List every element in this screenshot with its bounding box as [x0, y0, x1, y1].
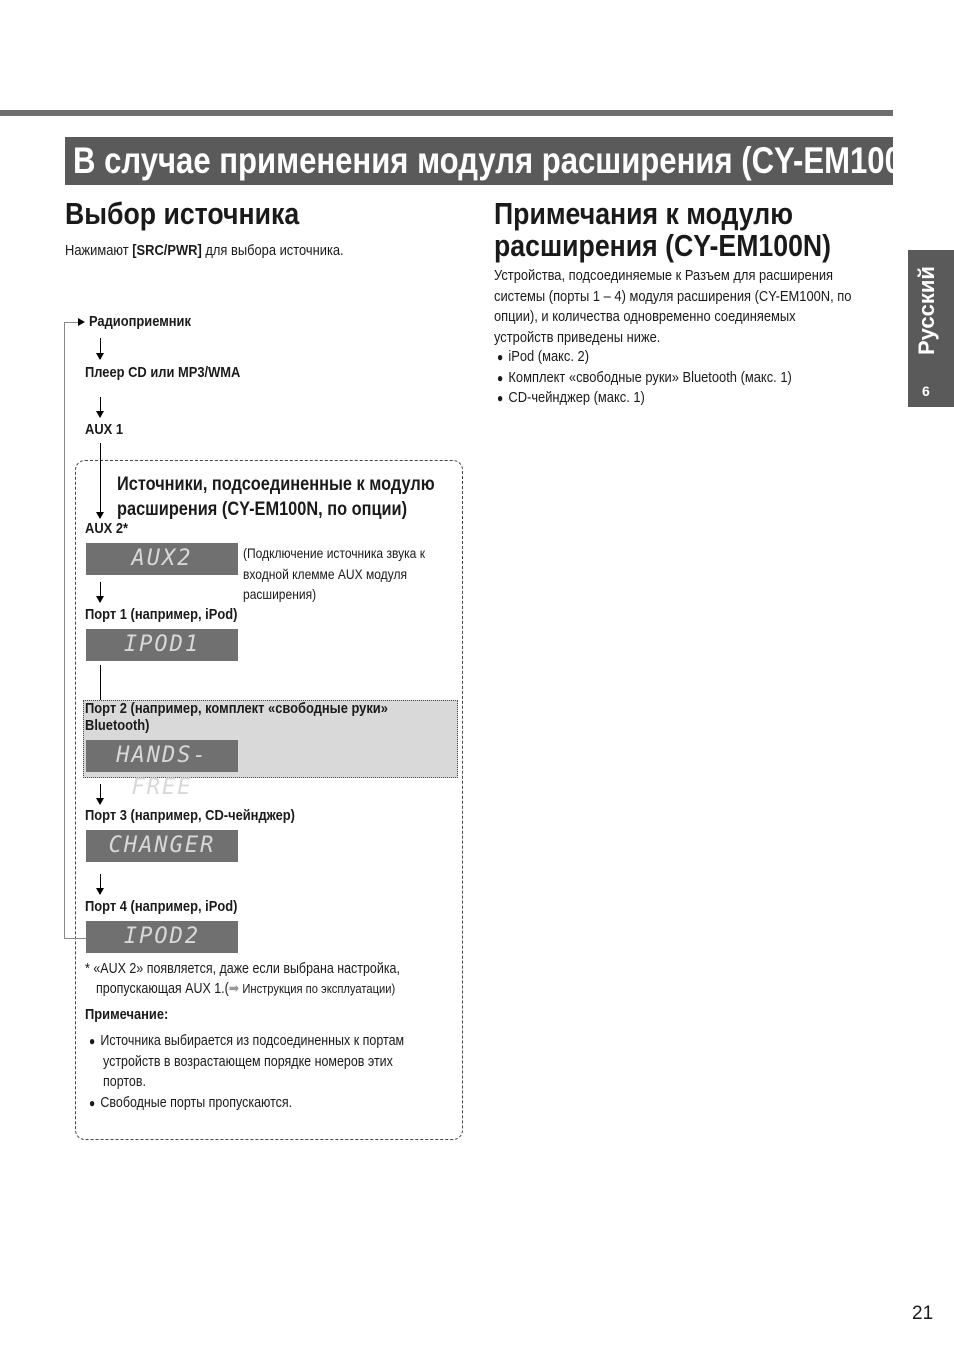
port4-label-text: Порт 4 (например, iPod) — [85, 898, 238, 915]
aux2-label-text: AUX 2* — [85, 520, 129, 537]
arrow-down-icon — [100, 397, 101, 417]
right-heading — [494, 198, 886, 262]
right-heading-line2: расширения (CY-EM100N) — [494, 228, 832, 263]
lcd-ipod2: IPOD2 — [86, 921, 238, 953]
footnote-line2: пропускающая AUX 1.( — [96, 981, 229, 997]
section-number: 6 — [922, 383, 930, 399]
notes-list — [89, 1031, 455, 1113]
right-heading-line1: Примечания к модулю — [494, 196, 793, 231]
section-banner — [65, 137, 946, 185]
arrow-down-icon — [100, 582, 101, 602]
intro-prefix: Нажимают — [65, 242, 133, 259]
port3-label-text: Порт 3 (например, CD-чейнджер) — [85, 807, 295, 824]
aux2-label — [85, 520, 135, 537]
bullet-item: ● iPod (макс. 2) — [497, 347, 589, 368]
note-item: ● Источника выбирается из подсоединенных к портам — [89, 1031, 404, 1052]
right-bullets — [497, 347, 840, 409]
paragraph-line: устройств приведены ниже. — [494, 328, 661, 346]
aux2-note-line: (Подключение источника звука к — [243, 545, 425, 561]
note-item: ● Свободные порты пропускаются. — [89, 1093, 292, 1114]
flow-aux1-label: AUX 1 — [85, 421, 124, 438]
port1-label — [85, 606, 262, 623]
banner-title: В случае применения модуля расширения (CY-EM100N): — [73, 140, 946, 181]
lcd-changer: CHANGER — [86, 830, 238, 862]
footnote-line1: * «AUX 2» появляется, даже если выбрана настройка, — [85, 961, 400, 977]
flow-radio — [89, 313, 208, 330]
note-heading — [85, 1006, 182, 1023]
footnote-ref: Инструкция по эксплуатации) — [239, 981, 396, 996]
port3-label — [85, 807, 329, 824]
arrow-down-icon — [100, 874, 101, 894]
paragraph-line: Устройства, подсоединяемые к Разъем для расширения — [494, 267, 834, 284]
box-heading-line2: расширения (CY-EM100N, по опции) — [117, 499, 408, 520]
loop-arrow-icon — [78, 318, 85, 326]
paragraph-line: системы (порты 1 – 4) модуля расширения (CY-EM100N, по — [494, 287, 852, 305]
port2-label-line1: Порт 2 (например, комплект «свободные руки» — [85, 700, 388, 717]
left-heading-text: Выбор источника — [65, 196, 300, 231]
note-item-cont: устройств в возрастающем порядке номеров этих — [103, 1053, 393, 1070]
intro-text — [65, 241, 389, 262]
aux2-note — [243, 543, 455, 605]
note-item-cont: портов. — [103, 1074, 146, 1090]
language-label: Русский — [914, 266, 939, 355]
port4-label — [85, 898, 262, 915]
lcd-ipod1: IPOD1 — [86, 629, 238, 661]
aux2-note-line: входной клемме AUX модуля — [243, 565, 408, 582]
intro-suffix: для выбора источника. — [201, 242, 344, 259]
top-rule — [0, 110, 893, 116]
footnote — [85, 959, 451, 999]
paragraph-line: опции), и количества одновременно соединяемых — [494, 308, 796, 325]
arrow-down-icon — [100, 784, 101, 804]
note-heading-text: Примечание: — [85, 1006, 169, 1023]
page-number: 21 — [912, 1303, 934, 1324]
arrow-down-icon — [100, 338, 101, 359]
port2-label-line2: Bluetooth) — [85, 717, 150, 734]
loop-line-top — [64, 322, 78, 323]
src-pwr-key: [SRC/PWR] — [132, 242, 202, 259]
language-tab — [908, 250, 954, 407]
flow-line — [100, 665, 101, 700]
lcd-hands-free: HANDS-FREE — [86, 740, 238, 772]
arrow-right-icon: ➡ — [228, 981, 240, 997]
box-heading — [117, 472, 486, 522]
loop-line-bottom — [64, 938, 86, 939]
left-heading — [65, 198, 337, 230]
flow-cd-label: Плеер CD или MP3/WMA — [85, 364, 241, 381]
bullet-item: ● Комплект «свободные руки» Bluetooth (макс. 1) — [497, 368, 792, 389]
flow-aux1 — [85, 421, 129, 438]
loop-line — [64, 322, 65, 938]
flow-cd — [85, 364, 266, 381]
right-paragraph — [494, 266, 910, 348]
aux2-note-line: расширения) — [243, 586, 317, 602]
port1-label-text: Порт 1 (например, iPod) — [85, 606, 238, 623]
lcd-aux2: AUX2 — [86, 543, 238, 575]
arrow-down-icon — [100, 443, 101, 518]
bullet-item: ● CD-чейнджер (макс. 1) — [497, 388, 645, 409]
flow-radio-label: Радиоприемник — [89, 313, 191, 330]
box-heading-line1: Источники, подсоединенные к модулю — [117, 474, 435, 495]
port2-label — [85, 700, 437, 734]
